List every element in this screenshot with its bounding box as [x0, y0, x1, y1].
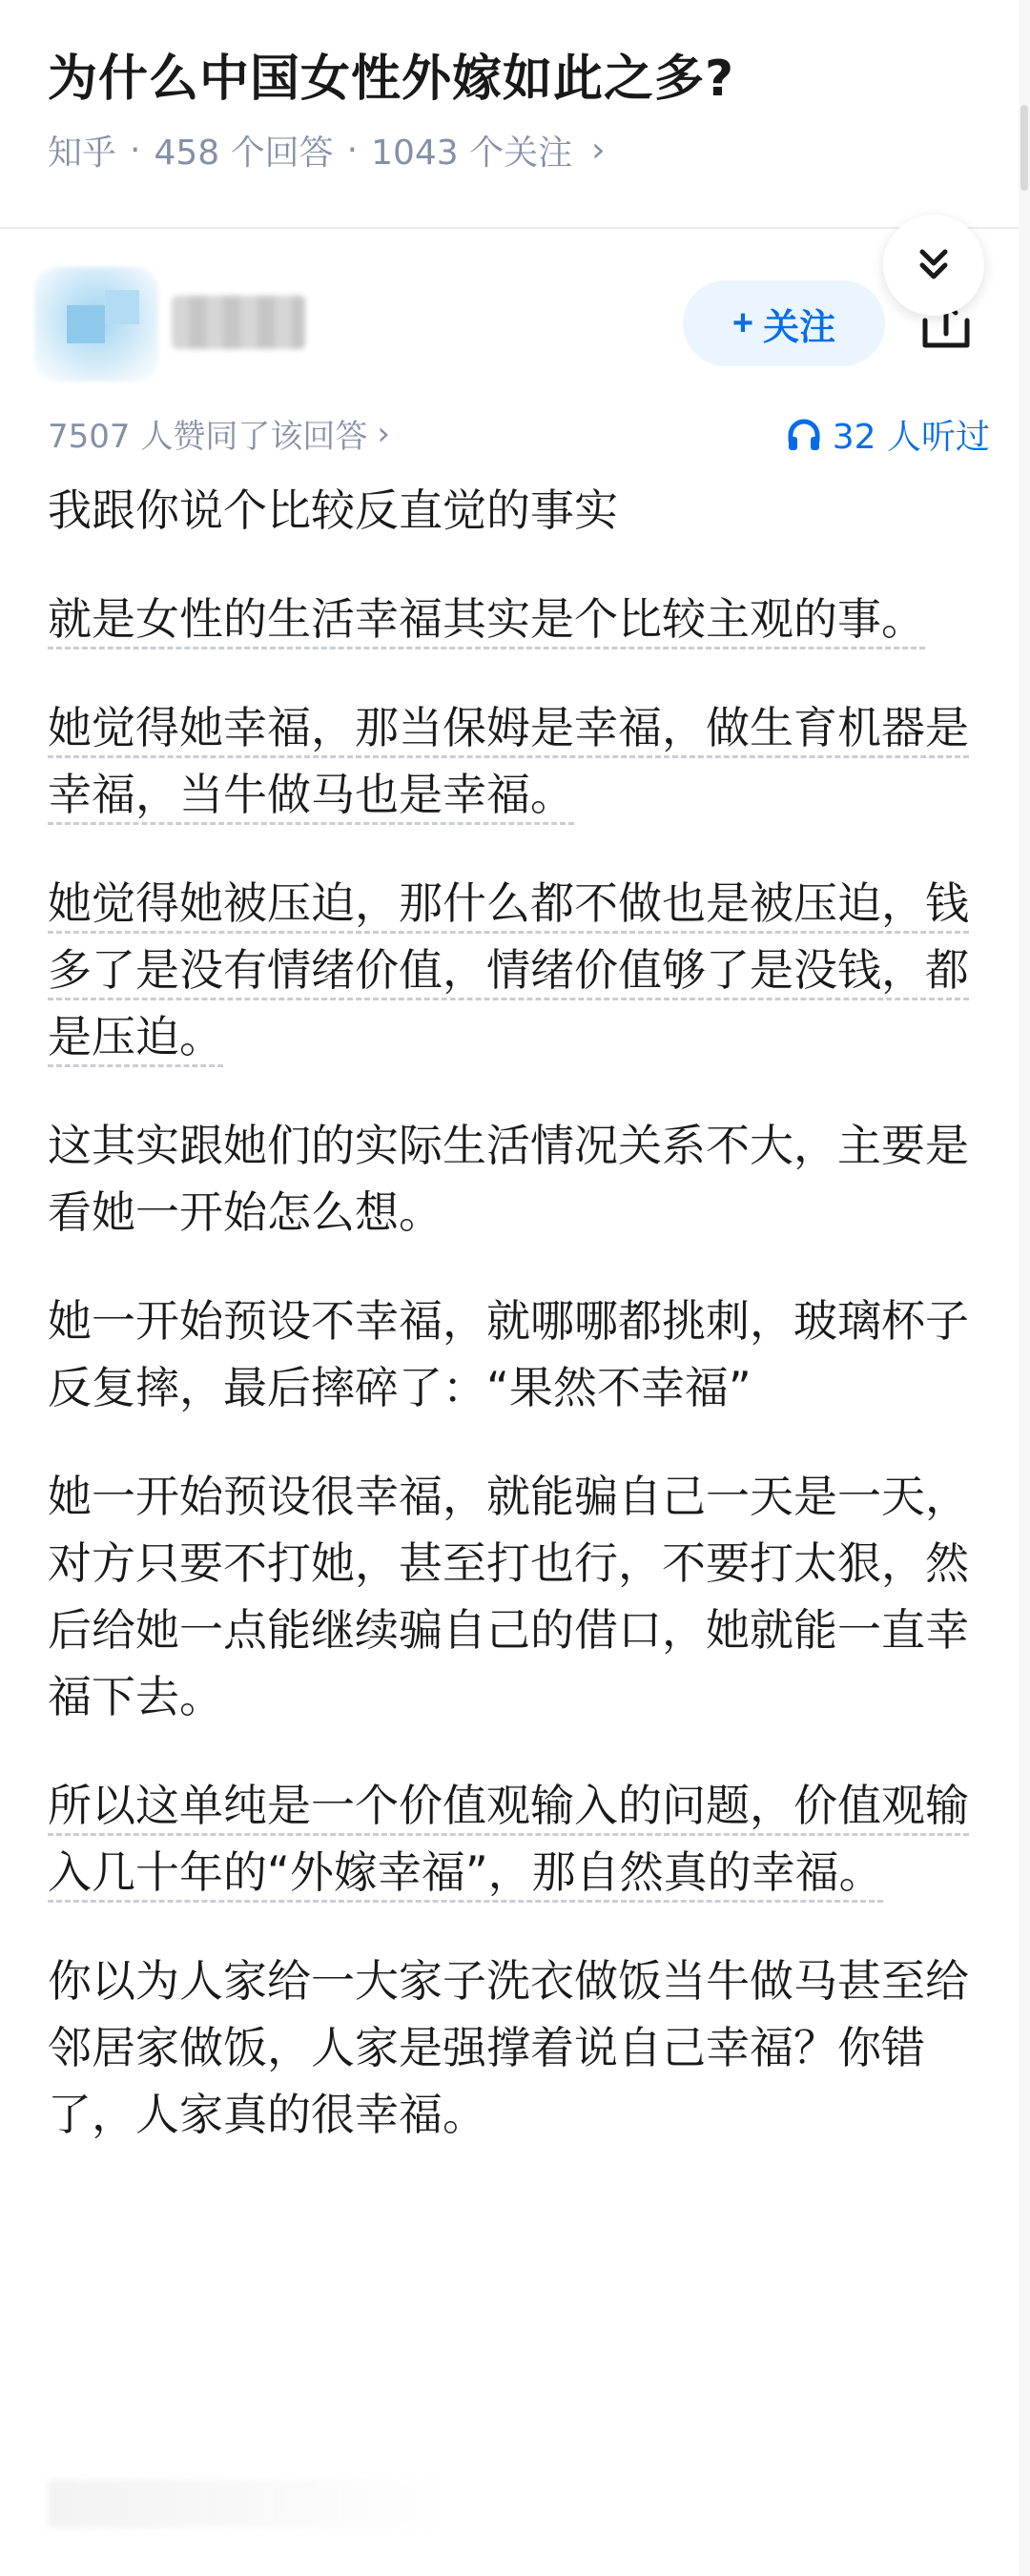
author-name-blurred[interactable] — [172, 296, 305, 349]
paragraph-text: 这其实跟她们的实际生活情况关系不大，主要是看她一开始怎么想。 — [48, 1120, 969, 1238]
followers-count: 1043 个关注 — [371, 134, 573, 173]
headphones-icon — [785, 416, 823, 454]
paragraph-text: 她一开始预设很幸福，就能骗自己一天是一天，对方只要不打她，甚至打也行，不要打太狠，然后给她一点能继续骗自己的借口，她就能一直幸福下去。 — [48, 1471, 969, 1722]
avatar-pixel — [67, 305, 105, 343]
question-header — [0, 0, 1030, 229]
answer-paragraph — [48, 1947, 982, 2148]
listen-count: 32 人听过 — [832, 418, 990, 457]
chevron-right-icon: › — [377, 414, 390, 453]
meta-separator: · — [130, 131, 141, 170]
follow-label: 关注 — [763, 307, 836, 348]
paragraph-text: 你以为人家给一大家子洗衣做饭当牛做马甚至给邻居家做饭，人家是强撑着说自己幸福？你错了，人家真的很幸福。 — [48, 1955, 969, 2140]
answer-paragraph — [48, 586, 982, 652]
answer-paragraph — [48, 1288, 982, 1421]
answers-count: 458 个回答 — [154, 134, 334, 173]
scrollbar-thumb[interactable] — [1020, 105, 1028, 191]
question-title[interactable]: 为什么中国女性外嫁如此之多? — [48, 51, 735, 108]
paragraph-text: 她一开始预设不幸福，就哪哪都挑刺，玻璃杯子反复摔，最后摔碎了：“果然不幸福” — [48, 1295, 969, 1413]
answer-paragraph — [48, 694, 982, 828]
paragraph-text-underlined[interactable]: 她觉得她被压迫，那什么都不做也是被压迫，钱多了是没有情绪价值，情绪价值够了是没钱，都是压迫。 — [48, 877, 969, 1067]
chevron-right-icon: › — [591, 131, 606, 170]
question-meta[interactable] — [48, 126, 606, 175]
plus-icon: + — [731, 302, 754, 343]
answer-paragraph — [48, 1772, 982, 1906]
meta-separator-2: · — [346, 131, 359, 170]
paragraph-text-underlined[interactable]: 所以这单纯是一个价值观输入的问题，价值观输入几十年的“外嫁幸福”，那自然真的幸福。 — [48, 1780, 969, 1903]
answer-paragraph — [48, 477, 982, 544]
paragraph-text-underlined[interactable]: 就是女性的生活幸福其实是个比较主观的事。 — [48, 593, 925, 649]
source-label: 知乎 — [48, 134, 117, 173]
answer-paragraph — [48, 1463, 982, 1730]
answer-paragraph — [48, 870, 982, 1070]
answer-body — [48, 477, 982, 2190]
follow-button[interactable] — [683, 280, 885, 366]
paragraph-text: 我跟你说个比较反直觉的事实 — [48, 484, 618, 536]
answer-paragraph — [48, 1112, 982, 1246]
faded-next-line — [48, 2480, 467, 2527]
avatar-pixel-2 — [105, 290, 139, 324]
collapse-chevrons-icon — [913, 244, 955, 286]
upvote-count: 7507 人赞同了该回答 — [48, 418, 368, 456]
author-row — [0, 267, 1030, 391]
paragraph-text-underlined[interactable]: 她觉得她幸福，那当保姆是幸福，做生育机器是幸福，当牛做马也是幸福。 — [48, 702, 969, 825]
upvote-info[interactable] — [48, 410, 390, 457]
listen-info[interactable] — [785, 410, 990, 459]
collapse-button[interactable] — [883, 215, 984, 316]
stats-row — [48, 410, 992, 458]
